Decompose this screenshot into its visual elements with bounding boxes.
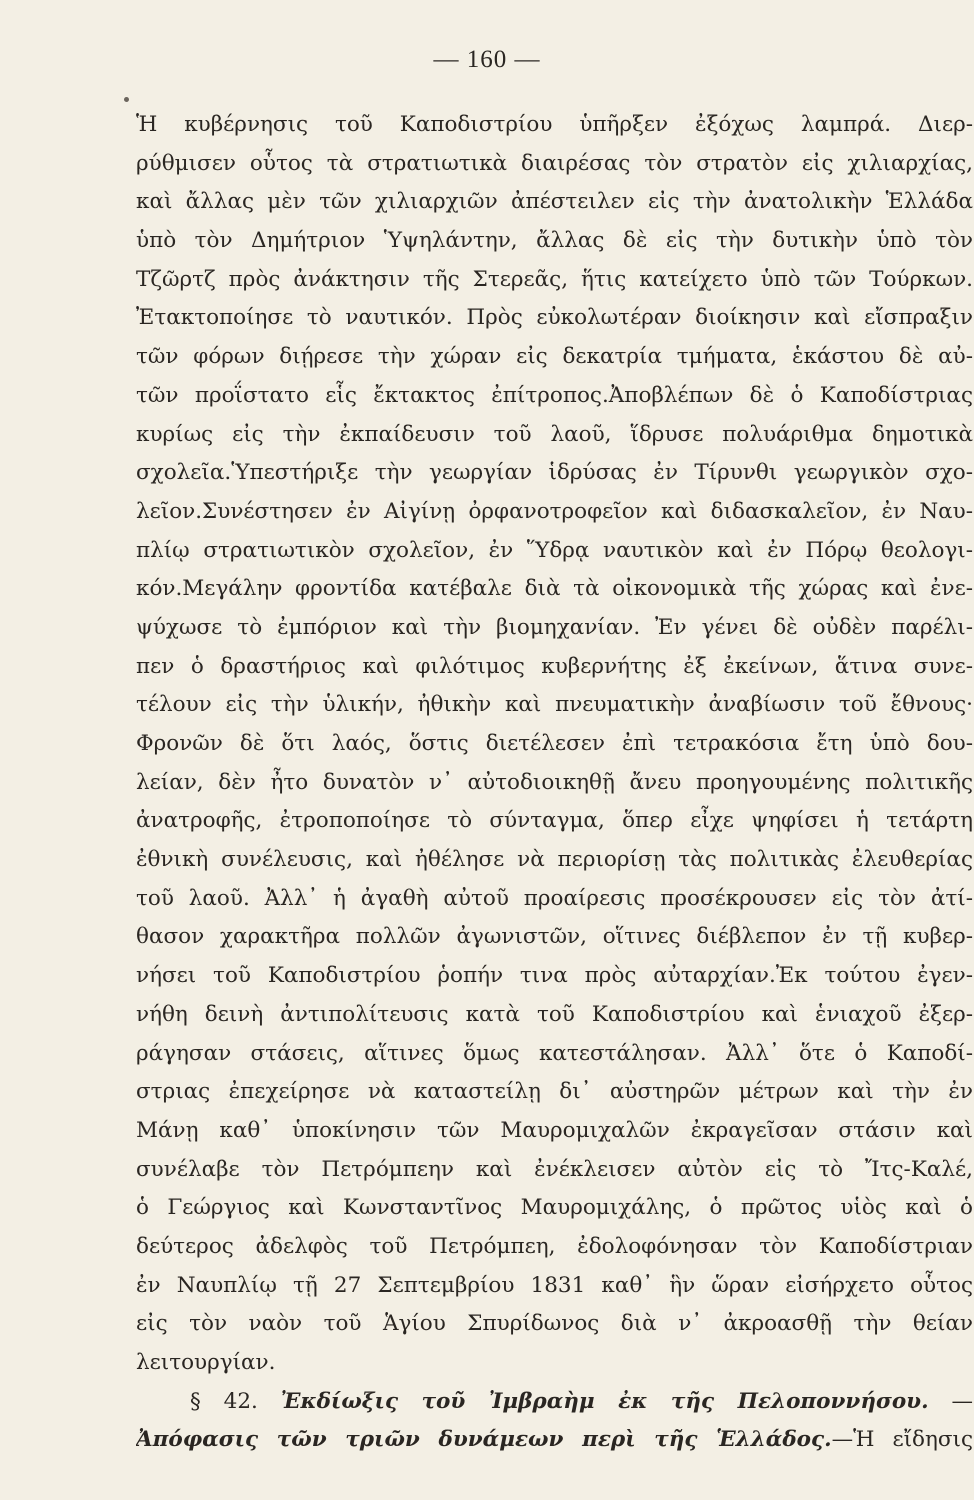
text-line: ψύχωσε τὸ ἐμπόριον καὶ τὴν βιομηχανίαν. Ἐν γένει δὲ οὐδὲν παρέλι- (136, 614, 973, 640)
section-heading (136, 1383, 973, 1422)
text-line: ἀνατροφῆς, ἐτροποποίησε τὸ σύνταγμα, ὅπερ εἶχε ψηφίσει ἡ τετάρτη (136, 808, 973, 834)
text-line: λειτουργίαν. (136, 1350, 276, 1375)
text-line: νήσει τοῦ Καποδιστρίου ῥοπήν τινα πρὸς αὐταρχίαν.Ἐκ τούτου ἐγεν- (136, 963, 973, 989)
page-number: — 160 — (433, 46, 541, 73)
text-line: ράγησαν στάσεις, αἵτινες ὅμως κατεστάλησαν. Ἀλλ᾽ ὅτε ὁ Καποδί- (136, 1040, 973, 1066)
section-number: § 42. (190, 1388, 258, 1414)
text-line: καὶ ἄλλας μὲν τῶν χιλιαρχιῶν ἀπέστειλεν εἰς τὴν ἀνατολικὴν Ἑλλάδα (136, 189, 973, 215)
text-line: πεν ὁ δραστήριος καὶ φιλότιμος κυβερνήτης ἐξ ἐκείνων, ἅτινα συνε- (136, 653, 973, 679)
section-subtitle: Ἀπόφασις τῶν τριῶν δυνάμεων περὶ τῆς Ἑλλάδος. (136, 1427, 832, 1453)
text-line: στριας ἐπεχείρησε νὰ καταστείλῃ δι᾽ αὐστηρῶν μέτρων καὶ τὴν ἐν (136, 1079, 973, 1105)
text-line: ρύθμισεν οὗτος τὰ στρατιωτικὰ διαιρέσας τὸν στρατὸν εἰς χιλιαρχίας, (136, 150, 973, 176)
text-line: τῶν προΐστατο εἷς ἔκτακτος ἐπίτροπος.Ἀποβλέπων δὲ ὁ Καποδίστριας (136, 382, 973, 408)
text-line: νήθη δεινὴ ἀντιπολίτευσις κατὰ τοῦ Καποδιστρίου καὶ ἑνιαχοῦ ἐξερ- (136, 1001, 973, 1027)
text-line: ὑπὸ τὸν Δημήτριον Ὑψηλάντην, ἄλλας δὲ εἰς τὴν δυτικὴν ὑπὸ τὸν (136, 228, 973, 254)
text-line: Ἡ κυβέρνησις τοῦ Καποδιστρίου ὑπῆρξεν ἐξόχως λαμπρά. Διερ- (136, 112, 973, 137)
text-line: σχολεῖα.Ὑπεστήριξε τὴν γεωργίαν ἱδρύσας ἐν Τίρυνθι γεωργικὸν σχο- (136, 460, 973, 486)
text-line: συνέλαβε τὸν Πετρόμπεην καὶ ἐνέκλεισεν αὐτὸν εἰς τὸ Ἴτς-Καλέ, (136, 1156, 973, 1182)
text-line: ὁ Γεώργιος καὶ Κωνσταντῖνος Μαυρομιχάλης, ὁ πρῶτος υἱὸς καὶ ὁ (136, 1195, 973, 1221)
text-line: ἐθνικὴ συνέλευσις, καὶ ἠθέλησε νὰ περιορίσῃ τὰς πολιτικὰς ἐλευθερίας (136, 847, 973, 873)
text-line: Φρονῶν δὲ ὅτι λαός, ὅστις διετέλεσεν ἐπὶ τετρακόσια ἔτη ὑπὸ δου- (136, 731, 973, 756)
body-text (136, 106, 973, 1460)
text-line: εἰς τὸν ναὸν τοῦ Ἁγίου Σπυρίδωνος διὰ ν᾽ ἀκροασθῇ τὴν θείαν (136, 1311, 973, 1337)
text-line: κόν.Μεγάλην φροντίδα κατέβαλε διὰ τὰ οἰκονομικὰ τῆς χώρας καὶ ἐνε- (136, 576, 973, 602)
text-line: τῶν φόρων διῄρεσε τὴν χώραν εἰς δεκατρία τμήματα, ἑκάστου δὲ αὐ- (136, 344, 973, 370)
text-line: δεύτερος ἀδελφὸς τοῦ Πετρόμπεη, ἐδολοφόνησαν τὸν Καποδίστριαν (136, 1233, 973, 1259)
text-line: θασον χαρακτῆρα πολλῶν ἀγωνιστῶν, οἵτινες διέβλεπον ἐν τῇ κυβερ- (136, 924, 973, 950)
section-title: Ἐκδίωξις τοῦ Ἰμβραὴμ ἐκ τῆς Πελοποννήσου. (280, 1388, 929, 1414)
section-heading-continued (136, 1421, 973, 1460)
text-line: τέλουν εἰς τὴν ὑλικήν, ἠθικὴν καὶ πνευματικὴν ἀναβίωσιν τοῦ ἔθνους· (136, 692, 973, 718)
text-line: πλίῳ στρατιωτικὸν σχολεῖον, ἐν Ὕδρᾳ ναυτικὸν καὶ ἐν Πόρῳ θεολογι- (136, 537, 973, 563)
text-line: Μάνῃ καθ᾽ ὑποκίνησιν τῶν Μαυρομιχαλῶν ἐκραγεῖσαν στάσιν καὶ (136, 1117, 973, 1143)
text-line: Τζῶρτζ πρὸς ἀνάκτησιν τῆς Στερεᾶς, ἥτις κατείχετο ὑπὸ τῶν Τούρκων. (136, 266, 973, 292)
text-line: Ἐτακτοποίησε τὸ ναυτικόν. Πρὸς εὐκολωτέραν διοίκησιν καὶ εἴσπραξιν (136, 305, 973, 331)
heading-dash: — (831, 1427, 854, 1453)
heading-dash: — (951, 1388, 973, 1414)
text-line: ἐν Ναυπλίῳ τῇ 27 Σεπτεμβρίου 1831 καθ᾽ ἣν ὥραν εἰσήρχετο οὗτος (136, 1272, 973, 1298)
text-line: λείαν, δὲν ἦτο δυνατὸν ν᾽ αὐτοδιοικηθῇ ἄνευ προηγουμένης πολιτικῆς (136, 769, 973, 795)
text-line: τοῦ λαοῦ. Ἀλλ᾽ ἡ ἀγαθὴ αὐτοῦ προαίρεσις προσέκρουσεν εἰς τὸν ἀτί- (136, 885, 973, 911)
text-line: κυρίως εἰς τὴν ἐκπαίδευσιν τοῦ λαοῦ, ἵδρυσε πολυάριθμα δημοτικὰ (136, 421, 973, 447)
text-line: Ἡ εἴδησις (853, 1427, 973, 1453)
text-line: λεῖον.Συνέστησεν ἐν Αἰγίνῃ ὀρφανοτροφεῖον καὶ διδασκαλεῖον, ἐν Ναυ- (136, 498, 973, 524)
margin-mark (124, 97, 129, 102)
